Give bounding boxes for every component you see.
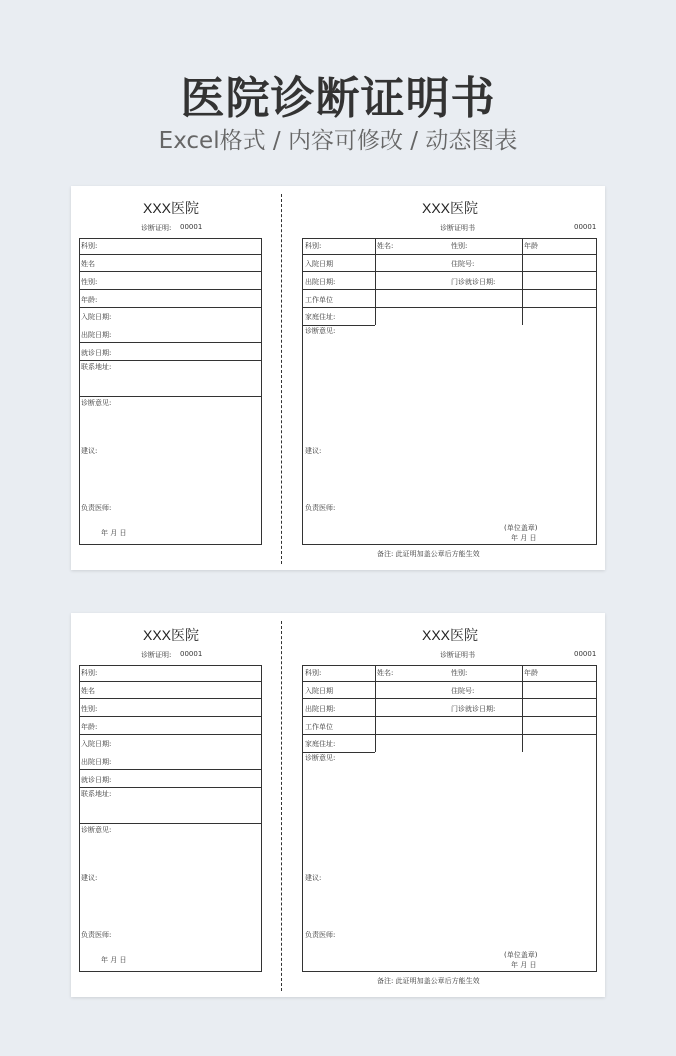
stub-hospital-name: XXX医院 <box>143 627 200 643</box>
main-field-label: 家庭住址: <box>305 313 336 321</box>
stub-field-label: 出院日期: <box>81 331 112 339</box>
stub-form-box <box>79 238 262 545</box>
stub-field-label: 科别: <box>81 669 98 677</box>
stub-field-label: 就诊日期: <box>81 349 112 357</box>
stub-field-label: 性别: <box>81 278 98 286</box>
main-cert-number: 00001 <box>574 650 597 658</box>
main-form-box <box>302 665 597 972</box>
main-field-label: 入院日期 <box>305 260 333 268</box>
stub-field-label: 姓名 <box>81 260 95 268</box>
main-field-label: 性别: <box>451 669 468 677</box>
certificate-sheet <box>71 186 605 570</box>
main-field-label: 工作单位 <box>305 296 333 304</box>
perforation-line <box>281 621 282 991</box>
stub-cert-number: 00001 <box>180 223 203 231</box>
stub-hospital-name: XXX医院 <box>143 200 200 216</box>
stub-field-label: 出院日期: <box>81 758 112 766</box>
perforation-line <box>281 194 282 564</box>
stub-date: 年 月 日 <box>101 529 127 537</box>
stub-field-label: 入院日期: <box>81 740 112 748</box>
stub-field-label: 就诊日期: <box>81 776 112 784</box>
main-field-label: 年龄 <box>524 669 538 677</box>
main-field-label: 出院日期: <box>305 705 336 713</box>
main-doc-title: 诊断证明书 <box>440 224 475 232</box>
main-diagnosis-label: 诊断意见: <box>305 754 336 762</box>
main-field-label: 门诊就诊日期: <box>451 278 496 286</box>
stub-advice-label: 建议: <box>81 874 98 882</box>
main-form-box <box>302 238 597 545</box>
stub-doctor-label: 负责医师: <box>81 504 112 512</box>
main-date: 年 月 日 <box>511 534 537 542</box>
main-field-label: 姓名: <box>377 242 394 250</box>
stub-field-label: 联系地址: <box>81 790 112 798</box>
seal-label: (单位盖章) <box>504 524 538 532</box>
main-field-label: 住院号: <box>451 260 475 268</box>
stub-form-box <box>79 665 262 972</box>
main-field-label: 性别: <box>451 242 468 250</box>
stub-field-label: 年龄: <box>81 296 98 304</box>
main-field-label: 家庭住址: <box>305 740 336 748</box>
stub-doctor-label: 负责医师: <box>81 931 112 939</box>
page-title: 医院诊断证明书 <box>180 73 496 124</box>
main-field-label: 入院日期 <box>305 687 333 695</box>
main-field-label: 门诊就诊日期: <box>451 705 496 713</box>
stub-diagnosis-label: 诊断意见: <box>81 399 112 407</box>
main-doc-title: 诊断证明书 <box>440 651 475 659</box>
main-field-label: 年龄 <box>524 242 538 250</box>
main-hospital-name: XXX医院 <box>422 627 479 643</box>
main-field-label: 科别: <box>305 242 322 250</box>
stub-diagnosis-label: 诊断意见: <box>81 826 112 834</box>
main-cert-number: 00001 <box>574 223 597 231</box>
main-field-label: 科别: <box>305 669 322 677</box>
main-field-label: 工作单位 <box>305 723 333 731</box>
stub-field-label: 年龄: <box>81 723 98 731</box>
main-doctor-label: 负责医师: <box>305 931 336 939</box>
footer-note: 备注: 此证明加盖公章后方能生效 <box>377 977 480 985</box>
stub-advice-label: 建议: <box>81 447 98 455</box>
main-field-label: 住院号: <box>451 687 475 695</box>
main-hospital-name: XXX医院 <box>422 200 479 216</box>
stub-field-label: 性别: <box>81 705 98 713</box>
stub-cert-number: 00001 <box>180 650 203 658</box>
main-doctor-label: 负责医师: <box>305 504 336 512</box>
stub-field-label: 入院日期: <box>81 313 112 321</box>
footer-note: 备注: 此证明加盖公章后方能生效 <box>377 550 480 558</box>
stub-field-label: 科别: <box>81 242 98 250</box>
stub-cert-label: 诊断证明: <box>141 224 172 232</box>
main-field-label: 姓名: <box>377 669 394 677</box>
main-diagnosis-label: 诊断意见: <box>305 327 336 335</box>
main-date: 年 月 日 <box>511 961 537 969</box>
main-field-label: 出院日期: <box>305 278 336 286</box>
stub-cert-label: 诊断证明: <box>141 651 172 659</box>
certificate-sheet <box>71 613 605 997</box>
stub-field-label: 姓名 <box>81 687 95 695</box>
seal-label: (单位盖章) <box>504 951 538 959</box>
page-subtitle: Excel格式 / 内容可修改 / 动态图表 <box>158 128 518 154</box>
stub-field-label: 联系地址: <box>81 363 112 371</box>
stub-date: 年 月 日 <box>101 956 127 964</box>
main-advice-label: 建议: <box>305 874 322 882</box>
main-advice-label: 建议: <box>305 447 322 455</box>
